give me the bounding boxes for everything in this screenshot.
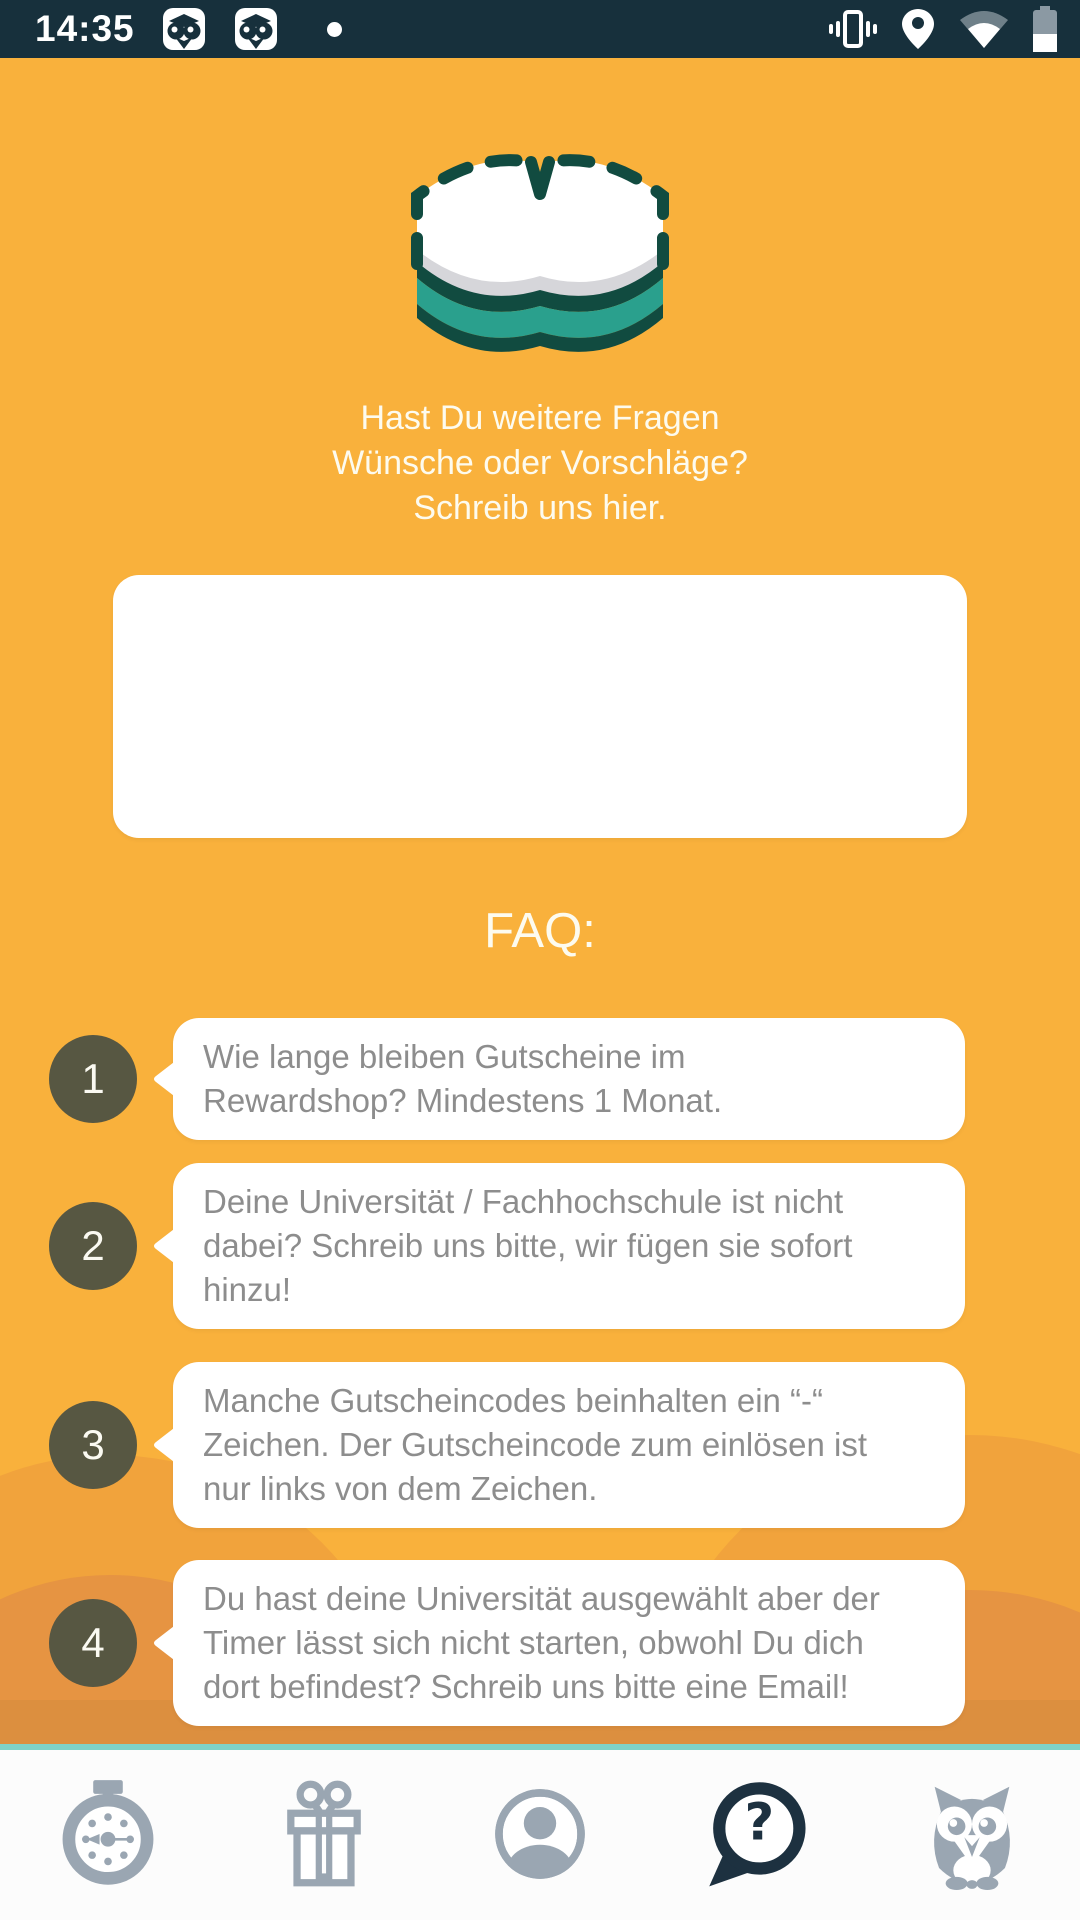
- faq-item: [0, 1018, 1080, 1140]
- clock: 14:35: [35, 8, 135, 49]
- open-book-icon: [395, 126, 685, 379]
- bubble-tail: [152, 1621, 178, 1665]
- faq-number-badge: 3: [49, 1401, 137, 1489]
- faq-text-line: Manche Gutscheincodes beinhalten ein “-“: [203, 1382, 824, 1419]
- faq-text-line: Deine Universität / Fachhochschule ist nicht: [203, 1183, 844, 1220]
- faq-number-badge: 4: [49, 1599, 137, 1687]
- faq-text-line: nur links von dem Zeichen.: [203, 1470, 598, 1507]
- bubble-tail: [152, 1423, 178, 1467]
- faq-text-line: Timer lässt sich nicht starten, obwohl Du dich: [203, 1624, 864, 1661]
- faq-item: [0, 1362, 1080, 1528]
- faq-text-line: hinzu!: [203, 1271, 292, 1308]
- svg-text:?: ?: [744, 1792, 775, 1853]
- faq-bubble: [173, 1163, 965, 1329]
- faq-bubble: [173, 1018, 965, 1140]
- faq-text-line: Rewardshop? Mindestens 1 Monat.: [203, 1082, 723, 1119]
- notification-dot-icon: [327, 22, 342, 37]
- faq-text-line: dort befindest? Schreib uns bitte eine Email!: [203, 1668, 849, 1705]
- nav-tab-profile[interactable]: [432, 1750, 648, 1920]
- stopwatch-icon: [55, 1778, 161, 1893]
- faq-bubble: [173, 1362, 965, 1528]
- faq-text-line: Du hast deine Universität ausgewählt aber der: [203, 1580, 880, 1617]
- nav-tab-help[interactable]: [648, 1750, 864, 1920]
- wifi-icon: [958, 8, 1010, 50]
- faq-number-badge: 2: [49, 1202, 137, 1290]
- help-bubble-icon: [700, 1775, 812, 1896]
- faq-text-line: Zeichen. Der Gutscheincode zum einlösen ist: [203, 1426, 867, 1463]
- bubble-tail: [152, 1224, 178, 1268]
- status-bar: [0, 0, 1080, 58]
- title-line: Wünsche oder Vorschläge?: [332, 444, 748, 482]
- gift-icon: [272, 1778, 376, 1893]
- title-line: Schreib uns hier.: [413, 489, 667, 527]
- faq-item: [0, 1560, 1080, 1726]
- faq-text-line: Wie lange bleiben Gutscheine im: [203, 1038, 686, 1075]
- faq-text-line: dabei? Schreib uns bitte, wir fügen sie sofort: [203, 1227, 853, 1264]
- bottom-nav: [0, 1744, 1080, 1920]
- faq-bubble: [173, 1560, 965, 1726]
- message-input[interactable]: [113, 575, 967, 838]
- page-title: [0, 396, 1080, 531]
- bubble-tail: [152, 1057, 178, 1101]
- faq-number-badge: 1: [49, 1035, 137, 1123]
- nav-tab-timer[interactable]: [0, 1750, 216, 1920]
- vibrate-icon: [828, 8, 878, 50]
- profile-icon: [486, 1780, 594, 1891]
- owl-icon: [917, 1778, 1027, 1893]
- owl-app-icon: [233, 6, 279, 52]
- faq-item: [0, 1163, 1080, 1329]
- faq-heading: FAQ:: [484, 904, 596, 958]
- title-line: Hast Du weitere Fragen: [360, 399, 720, 437]
- nav-tab-rewards[interactable]: [216, 1750, 432, 1920]
- battery-icon: [1032, 6, 1058, 52]
- location-icon: [900, 7, 936, 51]
- owl-app-icon: [161, 6, 207, 52]
- nav-tab-owl[interactable]: [864, 1750, 1080, 1920]
